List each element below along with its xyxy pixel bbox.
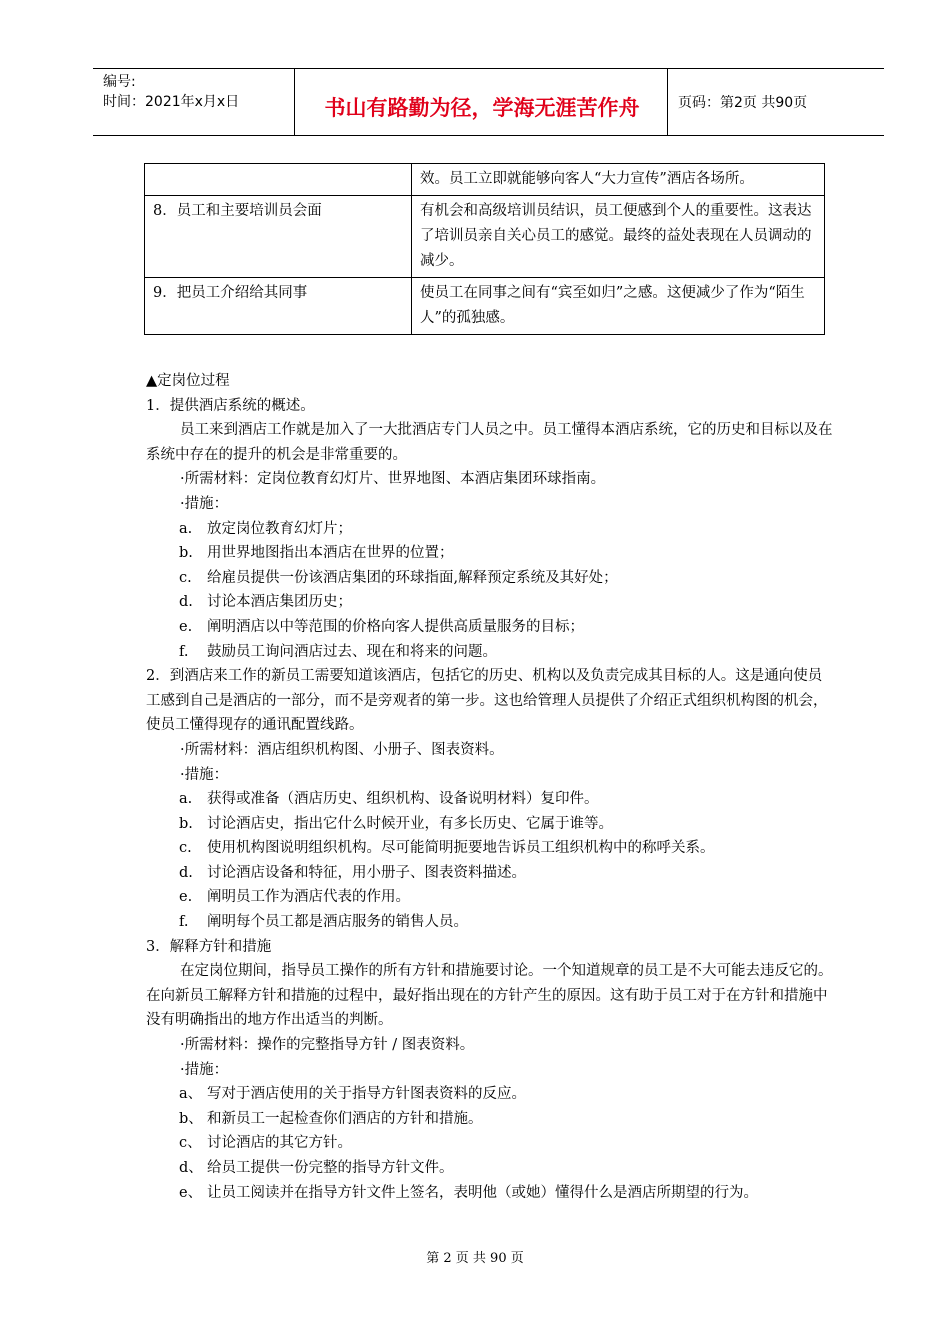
list-item xyxy=(146,615,836,640)
list-marker: e. xyxy=(179,618,193,635)
document-body xyxy=(146,369,836,1205)
list-text: 用世界地图指出本酒店在世界的位置； xyxy=(207,545,454,562)
list-text: 和新员工一起检查你们酒店的方针和措施。 xyxy=(207,1110,483,1127)
table-cell-desc: 效。员工立即就能够向客人“大力宣传”酒店各场所。 xyxy=(412,164,825,196)
list-text: 阐明员工作为酒店代表的作用。 xyxy=(207,889,410,906)
table-cell-desc: 使员工在同事之间有“宾至如归”之感。这便减少了作为“陌生人”的孤独感。 xyxy=(412,278,825,335)
list-marker: c、 xyxy=(179,1135,202,1152)
list-text: 给员工提供一份完整的指导方针文件。 xyxy=(207,1160,454,1176)
list-item xyxy=(146,517,836,542)
step-3-title: 3．解释方针和措施 xyxy=(146,938,272,955)
step-1-materials: ·所需材料：定岗位教育幻灯片、世界地图、本酒店集团环球指南。 xyxy=(180,471,606,488)
list-item xyxy=(146,1131,836,1156)
list-marker: f. xyxy=(179,914,189,931)
list-text: 让员工阅读并在指导方针文件上签名，表明他（或她）懂得什么是酒店所期望的行为。 xyxy=(207,1184,758,1201)
list-marker: a. xyxy=(179,791,193,808)
list-marker: a. xyxy=(179,520,193,537)
list-item xyxy=(146,566,836,591)
step-3-measures-label: ·措施： xyxy=(180,1061,229,1078)
list-item xyxy=(146,885,836,910)
list-text: 鼓励员工询问酒店过去、现在和将来的问题。 xyxy=(207,643,497,660)
table-cell-desc: 有机会和高级培训员结识，员工便感到个人的重要性。这表达了培训员亲自关心员工的感觉。最终的益处表现在人员调动的减少。 xyxy=(412,196,825,278)
list-marker: d. xyxy=(179,864,193,881)
list-text: 获得或准备（酒店历史、组织机构、设备说明材料）复印件。 xyxy=(207,791,599,808)
list-marker: f. xyxy=(179,643,189,660)
header-meta xyxy=(103,72,239,112)
list-marker: d. xyxy=(179,594,193,611)
step-1-measures-label: ·措施： xyxy=(180,495,229,512)
list-text: 写对于酒店使用的关于指导方针图表资料的反应。 xyxy=(207,1086,526,1103)
list-text: 阐明每个员工都是酒店服务的销售人员。 xyxy=(207,914,468,931)
list-text: 阐明酒店以中等范围的价格向客人提供高质量服务的目标； xyxy=(207,618,584,635)
list-item xyxy=(146,1107,836,1132)
list-marker: b. xyxy=(179,545,193,562)
list-marker: e. xyxy=(179,889,193,906)
step-2-measure-list xyxy=(146,787,836,935)
list-text: 讨论酒店史，指出它什么时候开业，有多长历史、它属于谁等。 xyxy=(207,815,613,832)
list-item xyxy=(146,1082,836,1107)
doc-time: 时间：2021年x月x日 xyxy=(103,94,240,110)
step-1-paragraph: 员工来到酒店工作就是加入了一大批酒店专门人员之中。员工懂得本酒店系统，它的历史和目标以及在系统中存在的提升的机会是非常重要的。 xyxy=(146,422,833,463)
list-item xyxy=(146,1181,836,1206)
step-1-title: 1．提供酒店系统的概述。 xyxy=(146,397,315,414)
table-cell-item: 9．把员工介绍给其同事 xyxy=(145,278,412,335)
list-marker: d、 xyxy=(179,1160,203,1176)
list-item xyxy=(146,541,836,566)
table-row xyxy=(145,196,825,278)
list-item xyxy=(146,787,836,812)
doc-code-label: 编号: xyxy=(103,74,136,90)
list-marker: e、 xyxy=(179,1184,203,1201)
list-text: 使用机构图说明组织机构。尽可能简明扼要地告诉员工组织机构中的称呼关系。 xyxy=(207,840,715,857)
list-text: 讨论酒店设备和特征，用小册子、图表资料描述。 xyxy=(207,864,526,881)
table-cell-item: 8．员工和主要培训员会面 xyxy=(145,196,412,278)
page-footer: 第 2 页 共 90 页 xyxy=(426,1251,524,1266)
header-divider xyxy=(294,68,295,135)
section-title: ▲定岗位过程 xyxy=(146,373,230,389)
content-table xyxy=(144,163,825,335)
list-item xyxy=(146,812,836,837)
list-item xyxy=(146,1156,836,1181)
list-text: 讨论本酒店集团历史； xyxy=(207,594,352,611)
list-item xyxy=(146,861,836,886)
step-1-measure-list xyxy=(146,517,836,665)
step-2-paragraph: 2．到酒店来工作的新员工需要知道该酒店，包括它的历史、机构以及负责完成其目标的人。这是通向使员工感到自己是酒店的一部分，而不是旁观者的第一步。这也给管理人员提供了介绍正式组织机构图的机会，使员工懂得现存的通讯配置线路。 xyxy=(146,668,828,734)
list-text: 讨论酒店的其它方针。 xyxy=(207,1135,352,1152)
list-item xyxy=(146,640,836,665)
table-row xyxy=(145,164,825,196)
list-item xyxy=(146,836,836,861)
table-row xyxy=(145,278,825,335)
list-marker: c. xyxy=(179,569,192,586)
list-item xyxy=(146,590,836,615)
header-motto: 书山有路勤为径，学海无涯苦作舟 xyxy=(324,96,640,120)
header-top-rule xyxy=(93,68,884,69)
list-marker: c. xyxy=(179,840,192,857)
step-3-materials: ·所需材料：操作的完整指导方针 / 图表资料。 xyxy=(180,1037,475,1054)
list-text: 放定岗位教育幻灯片； xyxy=(207,520,352,537)
list-marker: b. xyxy=(179,815,193,832)
step-3-measure-list xyxy=(146,1082,836,1205)
list-marker: b、 xyxy=(179,1110,203,1127)
header-bottom-rule xyxy=(93,135,884,136)
list-marker: a、 xyxy=(179,1086,203,1103)
step-2-measures-label: ·措施： xyxy=(180,766,229,783)
header-page-info: 页码：第2页 共90页 xyxy=(678,95,808,111)
table-cell-item xyxy=(145,164,412,196)
step-3-paragraph: 在定岗位期间，指导员工操作的所有方针和措施要讨论。一个知道规章的员工是不大可能去违反它的。在向新员工解释方针和措施的过程中，最好指出现在的方针产生的原因。这有助于员工对于在方针和措施中没有明确指出的地方作出适当的判断。 xyxy=(146,963,833,1029)
step-2-materials: ·所需材料：酒店组织机构图、小册子、图表资料。 xyxy=(180,741,504,758)
list-item xyxy=(146,910,836,935)
list-text: 给雇员提供一份该酒店集团的环球指面,解释预定系统及其好处； xyxy=(207,569,618,586)
